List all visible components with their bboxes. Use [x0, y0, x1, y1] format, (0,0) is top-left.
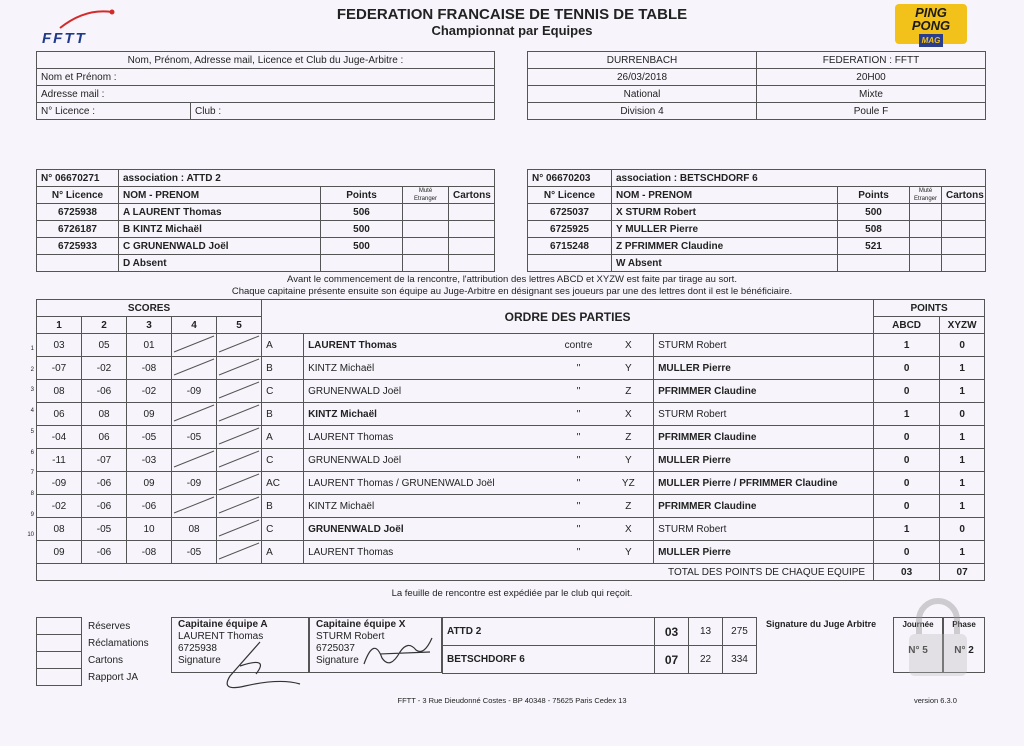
match-player-a: KINTZ Michaël: [304, 357, 554, 380]
player-mute-cell[interactable]: [910, 204, 942, 221]
lock-icon: [903, 598, 973, 680]
result-team-x-sets: 22: [689, 646, 723, 674]
badge-line-3: MAG: [919, 34, 944, 47]
set-score: -06: [127, 495, 172, 518]
set-empty-cell: [172, 357, 217, 380]
version-label: version 6.3.0: [914, 696, 957, 705]
player-points: 508: [838, 221, 910, 238]
team-a-header-licence: N° Licence: [37, 187, 119, 204]
match-player-x: MULLER Pierre / PFRIMMER Claudine: [654, 472, 874, 495]
cartons-checkbox[interactable]: [37, 652, 82, 669]
set-score: 06: [37, 403, 82, 426]
team-a-header-points: Points: [321, 187, 403, 204]
set-score: 09: [127, 472, 172, 495]
total-team-a: 03: [874, 564, 940, 581]
match-letter-a: A: [262, 334, 304, 357]
match-letter-a: AC: [262, 472, 304, 495]
meeting-level: National: [528, 86, 757, 103]
match-player-x: PFRIMMER Claudine: [654, 380, 874, 403]
set-empty-cell: [217, 541, 262, 564]
match-letter-x: X: [604, 334, 654, 357]
set-score: -06: [82, 495, 127, 518]
badge-line-1: PING: [915, 5, 947, 20]
strike-icon: [172, 403, 216, 422]
strike-icon: [217, 449, 261, 468]
player-cartons-cell[interactable]: [942, 221, 986, 238]
set-header-1: 1: [37, 317, 82, 334]
match-score-x: 1: [940, 541, 985, 564]
team-x-table: [527, 169, 986, 272]
team-a-player-row: [37, 238, 495, 255]
set-score: -11: [37, 449, 82, 472]
match-score-x: 1: [940, 449, 985, 472]
player-licence: 6725938: [37, 204, 119, 221]
match-player-a: LAURENT Thomas: [304, 334, 554, 357]
match-score-a: 0: [874, 357, 940, 380]
team-x-header-mute-text: Muté: [918, 188, 933, 194]
player-points: [321, 255, 403, 272]
strike-icon: [217, 495, 261, 514]
meeting-date: 26/03/2018: [528, 69, 757, 86]
set-empty-cell: [217, 449, 262, 472]
set-empty-cell: [217, 380, 262, 403]
player-name: Z PFRIMMER Claudine: [612, 238, 838, 255]
match-score-a: 0: [874, 426, 940, 449]
phase-label: Phase: [952, 620, 976, 629]
match-player-x: STURM Robert: [654, 518, 874, 541]
match-player-x: STURM Robert: [654, 334, 874, 357]
meeting-federation: FEDERATION : FFTT: [757, 52, 986, 69]
match-letter-x: Y: [604, 449, 654, 472]
team-a-association: association : ATTD 2: [119, 170, 495, 187]
set-empty-cell: [217, 357, 262, 380]
judge-signature-label: Signature du Juge Arbitre: [766, 619, 877, 629]
set-score: -07: [82, 449, 127, 472]
match-letter-a: A: [262, 541, 304, 564]
player-licence: 6715248: [528, 238, 612, 255]
player-licence: [528, 255, 612, 272]
player-mute-cell[interactable]: [910, 221, 942, 238]
player-mute-cell[interactable]: [910, 238, 942, 255]
reclamations-label: Réclamations: [88, 637, 149, 649]
set-score: 06: [82, 426, 127, 449]
match-row: [37, 472, 985, 495]
set-score: 08: [82, 403, 127, 426]
player-name: Y MULLER Pierre: [612, 221, 838, 238]
team-x-player-row: [528, 255, 986, 272]
match-player-a: LAURENT Thomas: [304, 541, 554, 564]
player-cartons-cell[interactable]: [449, 238, 495, 255]
captain-x-licence: 6725037: [316, 643, 355, 654]
team-x-header-points: Points: [838, 187, 910, 204]
set-score: -06: [82, 380, 127, 403]
set-empty-cell: [172, 495, 217, 518]
player-licence: 6725037: [528, 204, 612, 221]
set-score: 08: [172, 518, 217, 541]
match-player-a: GRUNENWALD Joël: [304, 380, 554, 403]
result-team-x-points: 07: [655, 646, 689, 674]
captain-x-label: Capitaine équipe X: [316, 619, 406, 630]
match-player-a: LAURENT Thomas: [304, 426, 554, 449]
total-team-x: 07: [940, 564, 985, 581]
match-player-a: KINTZ Michaël: [304, 495, 554, 518]
remarks-table: [36, 617, 172, 686]
team-a-player-row: [37, 221, 495, 238]
match-separator: ": [554, 426, 604, 449]
result-team-a-points: 03: [655, 618, 689, 646]
match-player-a: GRUNENWALD Joël: [304, 449, 554, 472]
referee-email-field[interactable]: Adresse mail :: [37, 86, 495, 103]
player-mute-cell[interactable]: [403, 221, 449, 238]
header-title-block: [0, 6, 1024, 38]
result-team-a-balls: 275: [723, 618, 757, 646]
match-letter-x: YZ: [604, 472, 654, 495]
strike-icon: [172, 334, 216, 353]
order-header: ORDRE DES PARTIES: [262, 300, 874, 334]
strike-icon: [217, 518, 261, 537]
strike-icon: [172, 495, 216, 514]
match-row-number: 4: [30, 408, 34, 415]
captain-a-licence: 6725938: [178, 643, 217, 654]
player-name: C GRUNENWALD Joël: [119, 238, 321, 255]
match-player-x: MULLER Pierre: [654, 357, 874, 380]
match-score-x: 1: [940, 380, 985, 403]
set-score: -09: [37, 472, 82, 495]
reserves-checkbox[interactable]: [37, 618, 82, 635]
team-a-header-cartons: Cartons: [449, 187, 495, 204]
set-score: -08: [127, 357, 172, 380]
match-score-a: 1: [874, 518, 940, 541]
set-score: -05: [172, 426, 217, 449]
match-score-x: 1: [940, 495, 985, 518]
meeting-table: [527, 51, 986, 120]
set-empty-cell: [217, 426, 262, 449]
team-a-player-row: [37, 255, 495, 272]
match-letter-x: X: [604, 518, 654, 541]
strike-icon: [217, 472, 261, 491]
set-empty-cell: [172, 334, 217, 357]
page-subtitle: Championnat par Equipes: [431, 23, 593, 38]
match-score-a: 1: [874, 403, 940, 426]
set-score: 08: [37, 380, 82, 403]
match-separator: ": [554, 518, 604, 541]
badge-line-2: PONG: [911, 18, 951, 33]
match-letter-x: Z: [604, 495, 654, 518]
set-score: -09: [172, 472, 217, 495]
strike-icon: [217, 426, 261, 445]
match-score-a: 0: [874, 495, 940, 518]
meeting-division: Division 4: [528, 103, 757, 120]
team-x-header-cartons: Cartons: [942, 187, 986, 204]
rapport-checkbox[interactable]: [37, 669, 82, 686]
match-player-a: LAURENT Thomas / GRUNENWALD Joël: [304, 472, 554, 495]
total-label: TOTAL DES POINTS DE CHAQUE EQUIPE: [37, 564, 874, 581]
match-row: [37, 357, 985, 380]
strike-icon: [217, 541, 261, 560]
match-player-x: MULLER Pierre: [654, 449, 874, 472]
team-x-header-mute: [910, 187, 942, 204]
player-cartons-cell[interactable]: [942, 238, 986, 255]
team-x-number: N° 06670203: [528, 170, 612, 187]
team-a-header-mute: [403, 187, 449, 204]
set-score: 03: [37, 334, 82, 357]
player-points: 500: [321, 221, 403, 238]
match-row: [37, 334, 985, 357]
match-player-a: GRUNENWALD Joël: [304, 518, 554, 541]
match-score-a: 0: [874, 541, 940, 564]
player-cartons-cell[interactable]: [449, 204, 495, 221]
set-score: 08: [37, 518, 82, 541]
match-row-number: 3: [30, 387, 34, 394]
match-letter-a: C: [262, 449, 304, 472]
abcd-header: ABCD: [874, 317, 940, 334]
footer-address: FFTT - 3 Rue Dieudonné Costes - BP 40348 - 75625 Paris Cedex 13: [397, 696, 627, 705]
match-score-a: 0: [874, 449, 940, 472]
team-a-header-mute-text: Muté: [418, 188, 433, 194]
set-score: -03: [127, 449, 172, 472]
set-header-3: 3: [127, 317, 172, 334]
captain-a-name: LAURENT Thomas: [178, 631, 264, 642]
match-table: [36, 299, 985, 581]
player-name: A LAURENT Thomas: [119, 204, 321, 221]
team-x-player-row: [528, 221, 986, 238]
meeting-pool: Poule F: [757, 103, 986, 120]
strike-icon: [217, 334, 261, 353]
team-a-table: [36, 169, 495, 272]
match-row: [37, 518, 985, 541]
player-points: 500: [838, 204, 910, 221]
set-score: 09: [127, 403, 172, 426]
match-separator: ": [554, 449, 604, 472]
match-separator: ": [554, 472, 604, 495]
match-score-x: 0: [940, 334, 985, 357]
set-empty-cell: [217, 334, 262, 357]
set-score: -02: [37, 495, 82, 518]
xyzw-header: XYZW: [940, 317, 985, 334]
set-score: -09: [172, 380, 217, 403]
points-header: POINTS: [874, 300, 985, 317]
match-player-x: PFRIMMER Claudine: [654, 426, 874, 449]
result-table: [442, 617, 757, 674]
signature-x-icon: [360, 630, 440, 670]
meeting-location: DURRENBACH: [528, 52, 757, 69]
player-points: 521: [838, 238, 910, 255]
player-licence: 6725933: [37, 238, 119, 255]
match-letter-a: C: [262, 518, 304, 541]
journee-label: Journée: [902, 620, 934, 629]
player-cartons-cell[interactable]: [942, 255, 986, 272]
match-row: [37, 495, 985, 518]
set-score: -05: [172, 541, 217, 564]
match-letter-a: B: [262, 357, 304, 380]
match-row-number: 1: [30, 346, 34, 352]
match-score-x: 1: [940, 426, 985, 449]
set-score: 01: [127, 334, 172, 357]
meeting-category: Mixte: [757, 86, 986, 103]
rapport-label: Rapport JA: [88, 671, 139, 683]
set-header-5: 5: [217, 317, 262, 334]
player-name: B KINTZ Michaël: [119, 221, 321, 238]
match-separator: contre: [554, 334, 604, 357]
team-x-header-licence: N° Licence: [528, 187, 612, 204]
signature-a-icon: [200, 636, 310, 696]
match-row-number: 8: [30, 490, 34, 497]
team-a-header-etranger: Etranger: [413, 196, 437, 202]
captain-a-label: Capitaine équipe A: [178, 619, 268, 630]
match-score-x: 0: [940, 403, 985, 426]
match-row: [37, 541, 985, 564]
set-score: 05: [82, 334, 127, 357]
draw-note-2: Chaque capitaine présente ensuite son équipe au Juge-Arbitre en désignant ses joueurs par une des lettres dont il est le bénéficiaire.: [231, 286, 793, 297]
match-player-a: KINTZ Michaël: [304, 403, 554, 426]
match-letter-x: Y: [604, 541, 654, 564]
match-letter-a: B: [262, 403, 304, 426]
match-score-a: 1: [874, 334, 940, 357]
team-x-header-etranger: Etranger: [913, 196, 937, 202]
set-score: 09: [37, 541, 82, 564]
referee-heading: Nom, Prénom, Adresse mail, Licence et Club du Juge-Arbitre :: [37, 52, 495, 69]
journee-value: N° 5: [908, 645, 928, 656]
player-name: W Absent: [612, 255, 838, 272]
result-team-x: BETSCHDORF 6: [443, 646, 655, 674]
player-points: 500: [321, 238, 403, 255]
set-score: -05: [82, 518, 127, 541]
match-score-x: 1: [940, 472, 985, 495]
match-separator: ": [554, 403, 604, 426]
team-x-header-name: NOM - PRENOM: [612, 187, 838, 204]
match-row-number: 9: [30, 511, 34, 518]
set-empty-cell: [217, 518, 262, 541]
match-letter-a: C: [262, 380, 304, 403]
team-a-player-row: [37, 204, 495, 221]
match-row-number: 6: [30, 449, 34, 456]
player-mute-cell[interactable]: [403, 204, 449, 221]
result-team-x-balls: 334: [723, 646, 757, 674]
draw-note-1: Avant le commencement de la rencontre, l'attribution des lettres ABCD et XYZW est faite par tirage au sort.: [287, 274, 737, 285]
set-empty-cell: [172, 449, 217, 472]
strike-icon: [217, 380, 261, 399]
match-separator: ": [554, 380, 604, 403]
result-team-a: ATTD 2: [443, 618, 655, 646]
strike-icon: [217, 357, 261, 376]
team-a-header-name: NOM - PRENOM: [119, 187, 321, 204]
player-name: X STURM Robert: [612, 204, 838, 221]
set-empty-cell: [172, 403, 217, 426]
match-player-x: STURM Robert: [654, 403, 874, 426]
match-separator: ": [554, 495, 604, 518]
match-letter-x: X: [604, 403, 654, 426]
set-score: -08: [127, 541, 172, 564]
player-cartons-cell[interactable]: [449, 255, 495, 272]
match-player-x: PFRIMMER Claudine: [654, 495, 874, 518]
match-letter-x: Y: [604, 357, 654, 380]
team-x-association: association : BETSCHDORF 6: [612, 170, 986, 187]
match-row: [37, 403, 985, 426]
player-mute-cell[interactable]: [403, 255, 449, 272]
player-licence: [37, 255, 119, 272]
referee-table: [36, 51, 495, 120]
set-header-2: 2: [82, 317, 127, 334]
team-a-number: N° 06670271: [37, 170, 119, 187]
team-x-player-row: [528, 238, 986, 255]
phase-value: N° 2: [954, 645, 974, 656]
set-empty-cell: [217, 472, 262, 495]
set-score: 10: [127, 518, 172, 541]
match-row: [37, 449, 985, 472]
scores-header: SCORES: [37, 300, 262, 317]
cartons-label: Cartons: [88, 654, 124, 666]
match-score-a: 0: [874, 380, 940, 403]
match-row-number: 2: [30, 366, 34, 373]
match-letter-x: Z: [604, 380, 654, 403]
strike-icon: [217, 403, 261, 422]
set-empty-cell: [217, 403, 262, 426]
match-separator: ": [554, 357, 604, 380]
result-team-a-sets: 13: [689, 618, 723, 646]
captain-x-name: STURM Robert: [316, 631, 385, 642]
referee-licence-field[interactable]: N° Licence :: [37, 103, 191, 120]
set-header-4: 4: [172, 317, 217, 334]
expedition-note: La feuille de rencontre est expédiée par le club qui reçoit.: [391, 588, 633, 599]
match-row: [37, 380, 985, 403]
player-points: 506: [321, 204, 403, 221]
meeting-time: 20H00: [757, 69, 986, 86]
match-score-x: 1: [940, 357, 985, 380]
match-separator: ": [554, 541, 604, 564]
set-score: -02: [82, 357, 127, 380]
set-score: -02: [127, 380, 172, 403]
set-score: -04: [37, 426, 82, 449]
ping-pong-mag-badge: [895, 4, 967, 44]
fftt-logo-text: FFTT: [42, 30, 87, 46]
match-player-x: MULLER Pierre: [654, 541, 874, 564]
match-row-number: 5: [30, 428, 34, 435]
set-score: -06: [82, 541, 127, 564]
referee-club-field[interactable]: Club :: [191, 103, 495, 120]
strike-icon: [172, 449, 216, 468]
reserves-label: Réserves: [88, 620, 131, 632]
match-score-x: 0: [940, 518, 985, 541]
player-cartons-cell[interactable]: [942, 204, 986, 221]
page-title: FEDERATION FRANCAISE DE TENNIS DE TABLE: [336, 6, 688, 23]
player-mute-cell[interactable]: [910, 255, 942, 272]
player-points: [838, 255, 910, 272]
match-row-number: 10: [27, 532, 34, 539]
set-score: -07: [37, 357, 82, 380]
player-licence: 6726187: [37, 221, 119, 238]
referee-name-field[interactable]: Nom et Prénom :: [37, 69, 495, 86]
team-x-player-row: [528, 204, 986, 221]
player-name: D Absent: [119, 255, 321, 272]
captain-x-signature-label: Signature: [316, 655, 359, 666]
reclamations-checkbox[interactable]: [37, 635, 82, 652]
match-row-number: 7: [30, 470, 34, 477]
match-letter-a: A: [262, 426, 304, 449]
set-score: -06: [82, 472, 127, 495]
match-letter-a: B: [262, 495, 304, 518]
match-letter-x: Z: [604, 426, 654, 449]
player-cartons-cell[interactable]: [449, 221, 495, 238]
player-mute-cell[interactable]: [403, 238, 449, 255]
captain-a-signature-label: Signature: [178, 655, 221, 666]
player-licence: 6725925: [528, 221, 612, 238]
strike-icon: [172, 357, 216, 376]
match-row: [37, 426, 985, 449]
set-empty-cell: [217, 495, 262, 518]
set-score: -05: [127, 426, 172, 449]
match-score-a: 0: [874, 472, 940, 495]
